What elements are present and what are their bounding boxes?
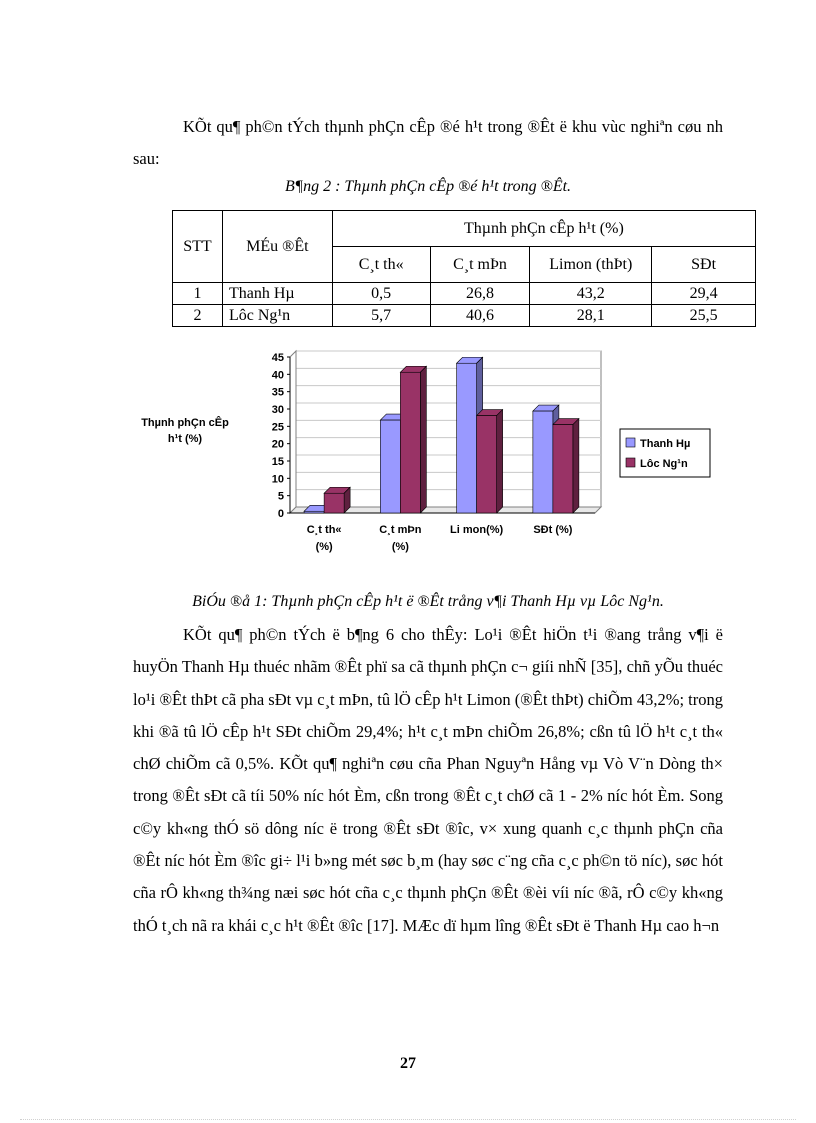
chart-legend-label: Thanh Hµ: [640, 438, 691, 450]
chart-bar: [324, 493, 344, 513]
chart-x-tick-label: C¸t mÞn: [379, 524, 422, 536]
chart-y-tick-label: 45: [271, 352, 284, 364]
chart-y-axis-label: Thµnh phÇn cÊp: [141, 417, 229, 429]
row-sample: Lôc Ng¹n: [222, 305, 332, 327]
soil-particle-table: [172, 210, 756, 327]
row-value: 26,8: [430, 283, 530, 305]
chart-bar: [553, 425, 573, 513]
col-header-group: Thµnh phÇn cÊp h¹t (%): [332, 211, 755, 247]
chart-x-tick-label: SÐt (%): [533, 524, 573, 536]
row-stt: 1: [173, 283, 223, 305]
chart-x-tick-label: (%): [391, 541, 409, 553]
chart-y-tick-label: 30: [271, 404, 284, 416]
chart-y-tick-label: 35: [271, 386, 284, 399]
particle-chart: [140, 345, 720, 565]
chart-x-tick-label: C¸t th«: [306, 524, 342, 536]
chart-bar: [380, 420, 400, 513]
figure-caption: BiÓu ®å 1: Thµnh phÇn cÊp h¹t ë ®Êt trång v¶i Thanh Hµ vµ Lôc Ng¹n.: [192, 593, 664, 610]
table-row: [173, 305, 756, 327]
chart-y-tick-label: 0: [277, 508, 284, 520]
row-value: 5,7: [332, 305, 430, 327]
body-paragraph: [133, 619, 723, 942]
chart-bar-side: [497, 410, 503, 513]
page-bottom-divider: [20, 1119, 796, 1120]
row-value: 29,4: [652, 283, 756, 305]
subcol-coarse-sand: C¸t th«: [332, 247, 430, 283]
chart-canvas: [140, 345, 720, 565]
chart-y-tick-label: 40: [271, 369, 284, 382]
intro-paragraph: [133, 111, 723, 176]
row-value: 43,2: [530, 283, 652, 305]
row-value: 40,6: [430, 305, 530, 327]
chart-bar: [304, 511, 324, 513]
row-sample: Thanh Hµ: [222, 283, 332, 305]
chart-y-axis-label: h¹t (%): [167, 433, 203, 445]
chart-y-tick-label: 15: [271, 456, 284, 468]
chart-side-wall: [290, 351, 296, 513]
col-header-stt: STT: [173, 211, 223, 283]
chart-bar-side: [573, 419, 579, 513]
row-value: 28,1: [530, 305, 652, 327]
row-stt: 2: [173, 305, 223, 327]
chart-legend-swatch: [626, 438, 635, 447]
chart-bar: [477, 416, 497, 513]
chart-bar-side: [420, 366, 426, 513]
chart-x-tick-label: (%): [315, 541, 333, 553]
chart-x-tick-label: Li mon(%): [450, 524, 504, 536]
chart-bar: [400, 372, 420, 513]
intro-text-b: nghiªn cøu nh sau:: [133, 117, 723, 169]
chart-y-tick-label: 20: [271, 438, 284, 451]
chart-y-tick-label: 5: [277, 490, 284, 503]
subcol-limon: Limon (thÞt): [530, 247, 652, 283]
chart-legend-label: Lôc Ng¹n: [640, 458, 688, 470]
row-value: 25,5: [652, 305, 756, 327]
table-row: [173, 283, 756, 305]
chart-bar: [457, 363, 477, 513]
table-caption: B¶ng 2 : Thµnh phÇn cÊp ®é h¹t trong ®Êt.: [284, 178, 572, 195]
chart-bar: [533, 411, 553, 513]
chart-y-tick-label: 25: [271, 421, 284, 434]
row-value: 0,5: [332, 283, 430, 305]
col-header-sample: MÉu ®Êt: [222, 211, 332, 283]
subcol-fine-sand: C¸t mÞn: [430, 247, 530, 283]
chart-legend-swatch: [626, 458, 635, 467]
subcol-clay: SÐt: [652, 247, 756, 283]
body-text: KÕt qu¶ ph©n tÝch ë b¶ng 6 cho thÊy: Lo¹i ®Êt hiÖn t¹i ®ang trång v¶i ë huyÖn Thanh Hµ thuéc nhãm ®Êt phï sa cã thµnh phÇn c¬ giíi nhÑ [35], chñ yÕu thuéc lo¹i ®Êt thÞt cã pha sÐt vµ c¸t mÞn, tû lÖ cÊp h¹t Limon (®Êt thÞt) chiÕm 43,2%; trong khi ®ã tû lÖ cÊp h¹t SÐt chiÕm 29,4%; h¹t c¸t mÞn chiÕm 26,8%; cßn tû lÖ h¹t c¸t th« chØ chiÕm cã 0,5%. KÕt qu¶ nghiªn cøu cña Phan Nguyªn Hång vµ Vò V¨n Dòng th× trong ®Êt sÐt cã tíi 50% níc hót Èm, cßn trong ®Êt c¸t chØ cã 1 - 2% níc hót Èm. Song c©y kh«ng thÓ sö dông níc ë trong ®Êt sÐt ®îc, v× xung quanh c¸c thµnh phÇn cña ®Êt níc hót Èm ®îc gi÷ l¹i b»ng mét søc b¸m (hay søc c¨ng cña c¸c ph©n tö níc), søc hót cña rÔ kh«ng th¾ng næi søc hót cña c¸c thµnh phÇn ®Êt ®èi víi níc ®ã, rÔ c©y kh«ng thÓ t¸ch nã ra khái c¸c h¹t ®Êt ®îc [17]. MÆc dï hµm lîng ®Êt sÐt ë Thanh Hµ cao h¬n: [133, 625, 723, 935]
intro-text-a: KÕt qu¶ ph©n tÝch thµnh phÇn cÊp ®é h¹t trong ®Êt ë khu vùc: [183, 117, 626, 136]
chart-y-tick-label: 10: [271, 473, 284, 486]
page-number: 27: [400, 1055, 416, 1072]
